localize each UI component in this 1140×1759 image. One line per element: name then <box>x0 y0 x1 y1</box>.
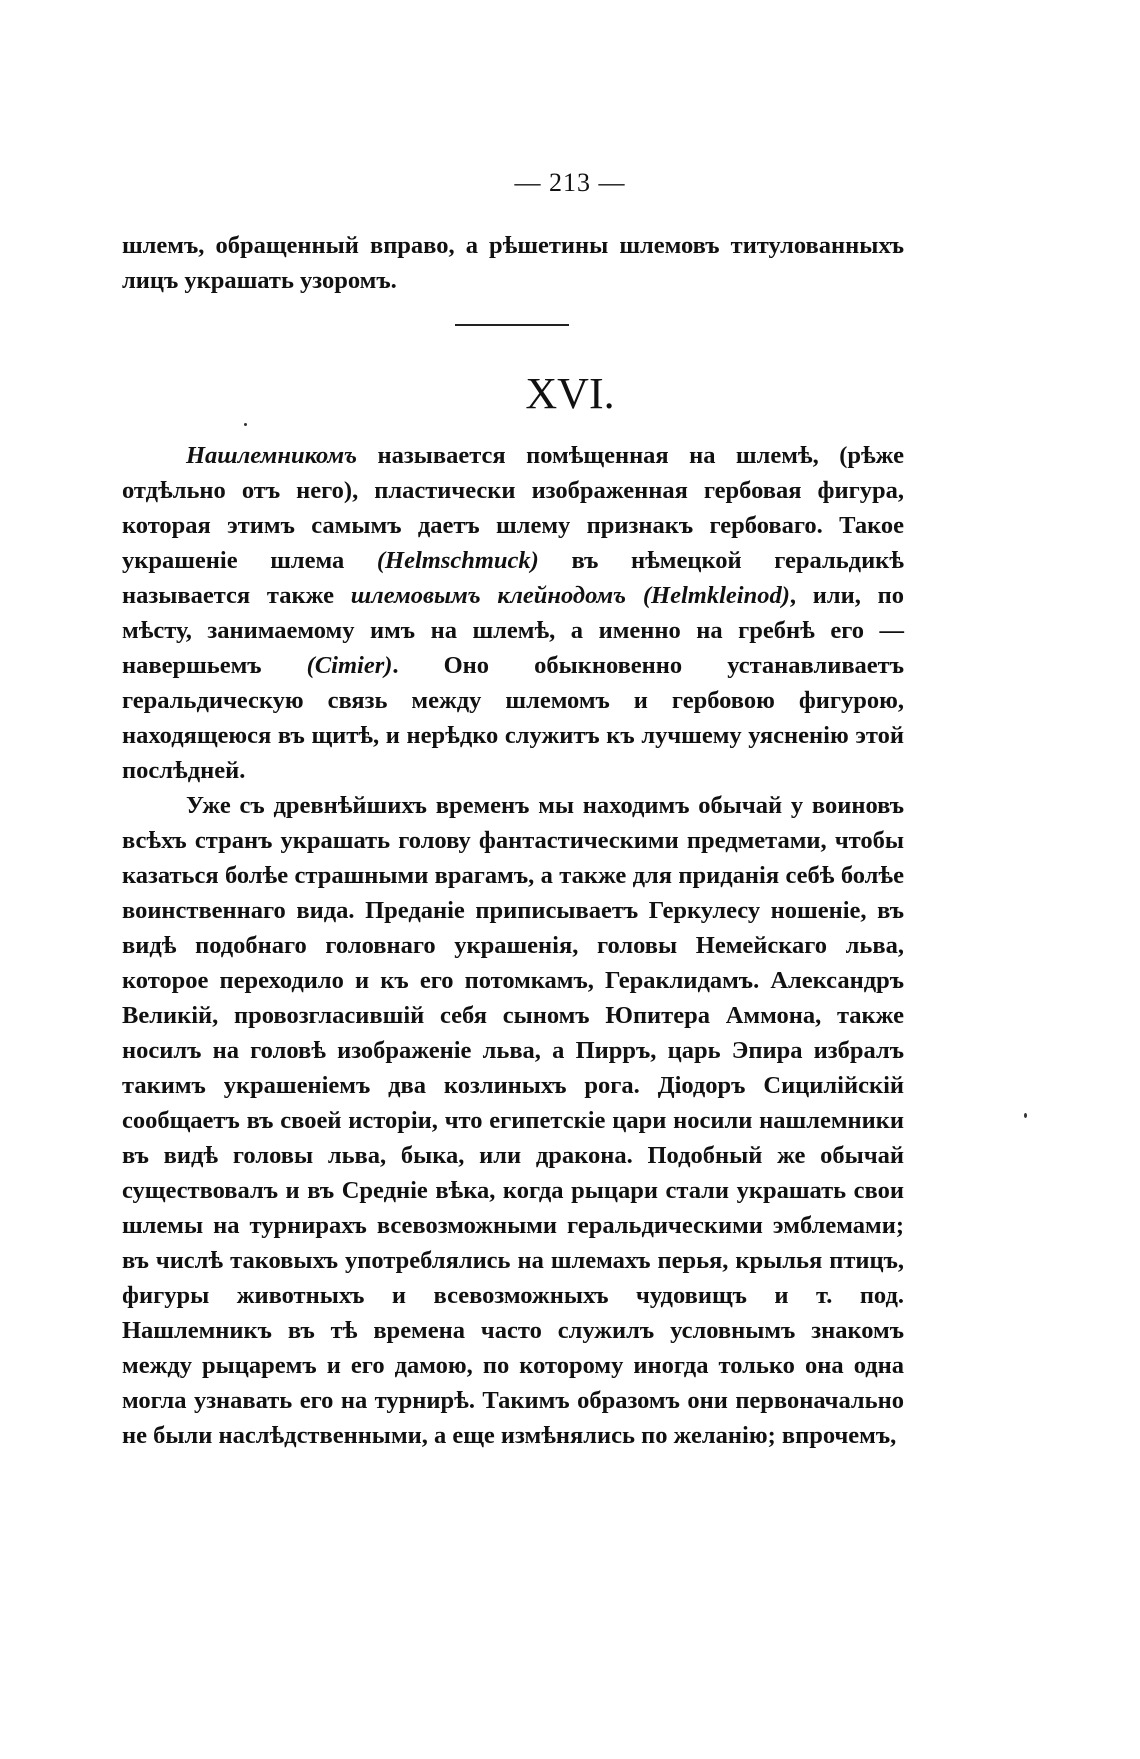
scan-speck <box>1024 1113 1027 1118</box>
paragraph-2: Уже съ древнѣйшихъ временъ мы находимъ обычай у воиновъ всѣхъ странъ украшать голову фантастическими предметами, чтобы казаться болѣе страшными врагамъ, а также для приданія себѣ болѣе воинственнаго вида. Преданіе приписываетъ Геркулесу ношеніе, въ видѣ подобнаго головнаго украшенія, головы Немейскаго льва, которое переходило и къ его потомкамъ, Гераклидамъ. Александръ Великій, провозгласившій себя сыномъ Юпитера Аммона, также носилъ на головѣ изображеніе льва, а Пирръ, царь Эпира избралъ такимъ украшеніемъ два козлиныхъ рога. Діодоръ Сицилійскій сообщаетъ въ своей исторіи, что египетскіе цари носили нашлемники въ видѣ головы льва, быка, или дракона. Подобный же обычай существовалъ и въ Средніе вѣка, когда рыцари стали украшать свои шлемы на турнирахъ всевозможными геральдическими эмблемами; въ числѣ таковыхъ употреблялись на шлемахъ перья, крылья птицъ, фигуры животныхъ и всевозможныхъ чудовищъ и т. под. Нашлемникъ въ тѣ времена часто служилъ условнымъ знакомъ между рыцаремъ и его дамою, по которому иногда только она одна могла узнавать его на турнирѣ. Такимъ образомъ они первоначально не были наслѣдственными, а еще измѣнялись по желанію; впрочемъ, <box>122 792 904 1449</box>
paragraph-1-run: (Helmschmuck) <box>376 547 539 574</box>
section-divider <box>455 324 569 326</box>
paragraph-1-run: (Helmkleinod) <box>642 582 790 609</box>
paragraph-1-run <box>626 582 643 609</box>
continuation-paragraph: шлемъ, обращенный вправо, а рѣшетины шлемовъ титулованныхъ лицъ украшать узоромъ. <box>122 232 904 294</box>
paragraph-1-run: шлемовымъ клейнодомъ <box>350 582 627 609</box>
scan-speck <box>244 423 247 426</box>
continuation-text <box>122 228 904 298</box>
page-number: — 213 — <box>514 168 626 197</box>
body-text <box>122 438 904 1453</box>
paragraph-1-run: , или, по мѣсту, занимаемому имъ на шлемѣ, а именно на гребнѣ его — навершьемъ <box>122 582 904 679</box>
paragraph-1-run: въ нѣмецкой геральдикѣ называется также <box>122 547 905 609</box>
paragraph-1-run: (Cimier) <box>306 652 393 679</box>
paragraph-1 <box>122 438 904 788</box>
paragraph-1-run: Нашлемникомъ <box>186 442 358 469</box>
section-heading: XVI. <box>525 369 615 418</box>
paragraph-1-run: называется помѣщенная на шлемѣ, (рѣже отдѣльно отъ него), пластически изображенная гербовая фигура, которая этимъ самымъ даетъ шлему признакъ гербоваго. Такое украшеніе шлема <box>122 442 904 574</box>
paragraph-1-run: . Оно обыкновенно устанавливаетъ геральдическую связь между шлемомъ и гербовою фигурою, находящеюся въ щитѣ, и нерѣдко служитъ къ лучшему уясненію этой послѣдней. <box>122 652 904 784</box>
